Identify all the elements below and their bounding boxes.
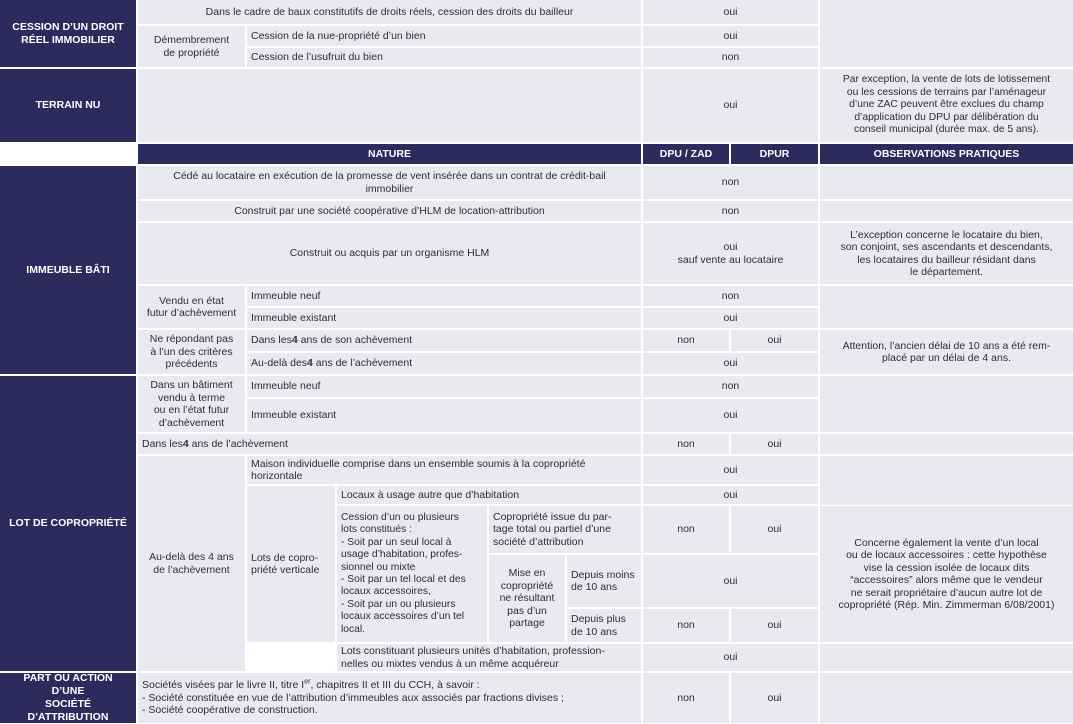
maison-individuelle-value: oui — [643, 456, 818, 484]
part-dpu: non — [643, 673, 729, 723]
dans-4-ans-prefix: Dans les — [251, 334, 292, 347]
moins-10-ans-label: Depuis moins de 10 ans — [567, 555, 641, 607]
credit-bail-observations — [820, 166, 1073, 199]
cession-baux-label: Dans le cadre de baux constitutifs de droits réels, cession des droits du bailleur — [138, 0, 641, 24]
locaux-autre-value: oui — [643, 486, 818, 504]
lot-existant-label: Immeuble existant — [247, 399, 641, 432]
terrain-value: oui — [643, 69, 818, 142]
header-observations: OBSERVATIONS PRATIQUES — [820, 144, 1073, 164]
part-description — [138, 673, 641, 723]
cession-baux-value: oui — [643, 0, 818, 24]
category-immeuble-bati: IMMEUBLE BÂTI — [0, 166, 136, 374]
hlm-coop-label: Construit par une société coopérative d’HLM de location-attribution — [138, 201, 641, 221]
partage-label: Copropriété issue du par- tage total ou partiel d’une société d’attribution — [489, 506, 641, 553]
au-dela-prefix: Au-delà des — [251, 357, 308, 370]
copropriete-verticale-label: Lots de copro- priété verticale — [247, 486, 335, 642]
hlm-value: oui sauf vente au locataire — [643, 223, 818, 284]
hlm-observations: L’exception concerne le locataire du bien, son conjoint, ses ascendants et descendants, les locataires du bailleur résidant dans le département. — [820, 223, 1073, 284]
au-dela-number: 4 — [307, 357, 313, 370]
au-dela-suffix: ans de l’achèvement — [312, 357, 413, 370]
lot-dans-4-prefix: Dans les — [142, 437, 183, 450]
demembrement-label: Démembrement de propriété — [138, 26, 245, 67]
plusieurs-unites-label: Lots constituant plusieurs unités d’habitation, profession- nelles ou mixtes vendus à un même acquéreur — [337, 644, 641, 671]
dans-4-ans-suffix: ans de son achèvement — [297, 334, 413, 347]
credit-bail-label: Cédé au locataire en exécution de la promesse de vent insérée dans un contrat de crédit-bail immobilier — [138, 166, 641, 199]
plusieurs-unites-value: oui — [643, 644, 818, 671]
part-text-prefix: Sociétés visées par le livre II, titre I — [142, 679, 305, 692]
partage-dpu: non — [643, 506, 729, 553]
lot-existant-value: oui — [643, 399, 818, 432]
part-description-text — [142, 679, 564, 717]
hlm-coop-observations — [820, 201, 1073, 221]
lot-observations-bottom — [820, 644, 1073, 671]
lot-dans-4-observations — [820, 434, 1073, 454]
hlm-label: Construit ou acquis par un organisme HLM — [138, 223, 641, 284]
lot-dans-4-ans-dpur: oui — [731, 434, 818, 454]
plus-10-ans-label: Depuis plus de 10 ans — [567, 609, 641, 642]
maison-individuelle-label: Maison individuelle comprise dans un ensemble soumis à la copropriété horizontale — [247, 456, 641, 484]
plus-10-ans-dpur: oui — [731, 609, 818, 642]
immeuble-existant-value: oui — [643, 308, 818, 328]
dans-4-ans-dpur: oui — [731, 330, 818, 351]
au-dela-4-ans-value: oui — [643, 353, 818, 374]
usufruit-label: Cession de l’usufruit du bien — [247, 48, 641, 67]
batiment-observations — [820, 376, 1073, 432]
immeuble-neuf-value: non — [643, 286, 818, 306]
part-text-suffix: , chapitres II et III du CCH, à savoir : - Société constituée en vue de l’attribution d’immeubles aux associés par fractions divises ; - Société coopérative de construction. — [142, 679, 564, 717]
credit-bail-value: non — [643, 166, 818, 199]
category-cession-droit-reel: CESSION D’UN DROIT RÉEL IMMOBILIER — [0, 0, 136, 67]
lot-dans-4-ans-dpu: non — [643, 434, 729, 454]
moins-10-ans-value: oui — [643, 555, 818, 607]
dans-4-ans-label — [247, 330, 641, 351]
nue-propriete-label: Cession de la nue-propriété d’un bien — [247, 26, 641, 46]
category-part-action: PART OU ACTION D’UNE SOCIÉTÉ D’ATTRIBUTION — [0, 673, 136, 723]
locaux-autre-label: Locaux à usage autre que d’habitation — [337, 486, 641, 504]
part-dpur: oui — [731, 673, 818, 723]
ne-repondant-label: Ne répondant pas à l’un des critères précédents — [138, 330, 245, 374]
part-observations — [820, 673, 1073, 723]
category-lot-copropriete: LOT DE COPROPRIÉTÉ — [0, 376, 136, 671]
dans-4-ans-number: 4 — [291, 334, 298, 347]
category-terrain-nu: TERRAIN NU — [0, 69, 136, 142]
lot-dans-4-number: 4 — [182, 437, 189, 450]
cession-lots-label: Cession d’un ou plusieurs lots constitués : - Soit par un seul local à usage d’habitation, profes- sionnel ou mixte - Soit par un tel local et des locaux accessoires, - Soit par un ou plusieurs locaux accessoires d’un tel local. — [337, 506, 487, 642]
part-text-sup: er — [304, 678, 311, 686]
immeuble-neuf-label: Immeuble neuf — [247, 286, 641, 306]
lot-observations-top — [820, 456, 1073, 505]
vefa-label: Vendu en état futur d’achèvement — [138, 286, 245, 328]
vefa-observations — [820, 286, 1073, 328]
header-dpur: DPUR — [731, 144, 818, 164]
hlm-coop-value: non — [643, 201, 818, 221]
nue-propriete-value: oui — [643, 26, 818, 46]
usufruit-value: non — [643, 48, 818, 67]
lot-neuf-value: non — [643, 376, 818, 397]
au-dela-4-ans-label — [247, 353, 641, 374]
dans-4-ans-dpu: non — [643, 330, 729, 351]
lot-dans-4-ans-label — [138, 434, 641, 454]
cession-observations — [820, 0, 1073, 67]
terrain-observations: Par exception, la vente de lots de lotissement ou les cessions de terrains par l’aménageur d’une ZAC peuvent être exclues du champ d’application du DPU par délibération du conseil municipal (durée max. de 5 ans). — [820, 69, 1073, 142]
partage-dpur: oui — [731, 506, 818, 553]
batiment-vendu-label: Dans un bâtiment vendu à terme ou en l’état futur d’achèvement — [138, 376, 245, 432]
lot-neuf-label: Immeuble neuf — [247, 376, 641, 397]
header-dpu-zad: DPU / ZAD — [643, 144, 729, 164]
delai-observations: Attention, l’ancien délai de 10 ans a été rem- placé par un délai de 4 ans. — [820, 330, 1073, 374]
terrain-nature — [138, 69, 641, 142]
plus-10-ans-dpu: non — [643, 609, 729, 642]
lot-observations: Concerne également la vente d’un local ou de locaux accessoires : cette hypothèse vise la cession isolée de locaux dits “accessoires” alors même que le vendeur ne serait propriétaire d’aucun autre lot de copropriété (Rép. Min. Zimmerman 6/08/2001) — [820, 506, 1073, 642]
header-nature: NATURE — [138, 144, 641, 164]
immeuble-existant-label: Immeuble existant — [247, 308, 641, 328]
au-dela-4-ans-lot-label: Au-delà des 4 ans de l’achèvement — [138, 456, 245, 671]
lot-dans-4-suffix: ans de l’achèvement — [188, 437, 288, 450]
mise-copropriete-label: Mise en copropriété ne résultant pas d’un partage — [489, 555, 565, 642]
